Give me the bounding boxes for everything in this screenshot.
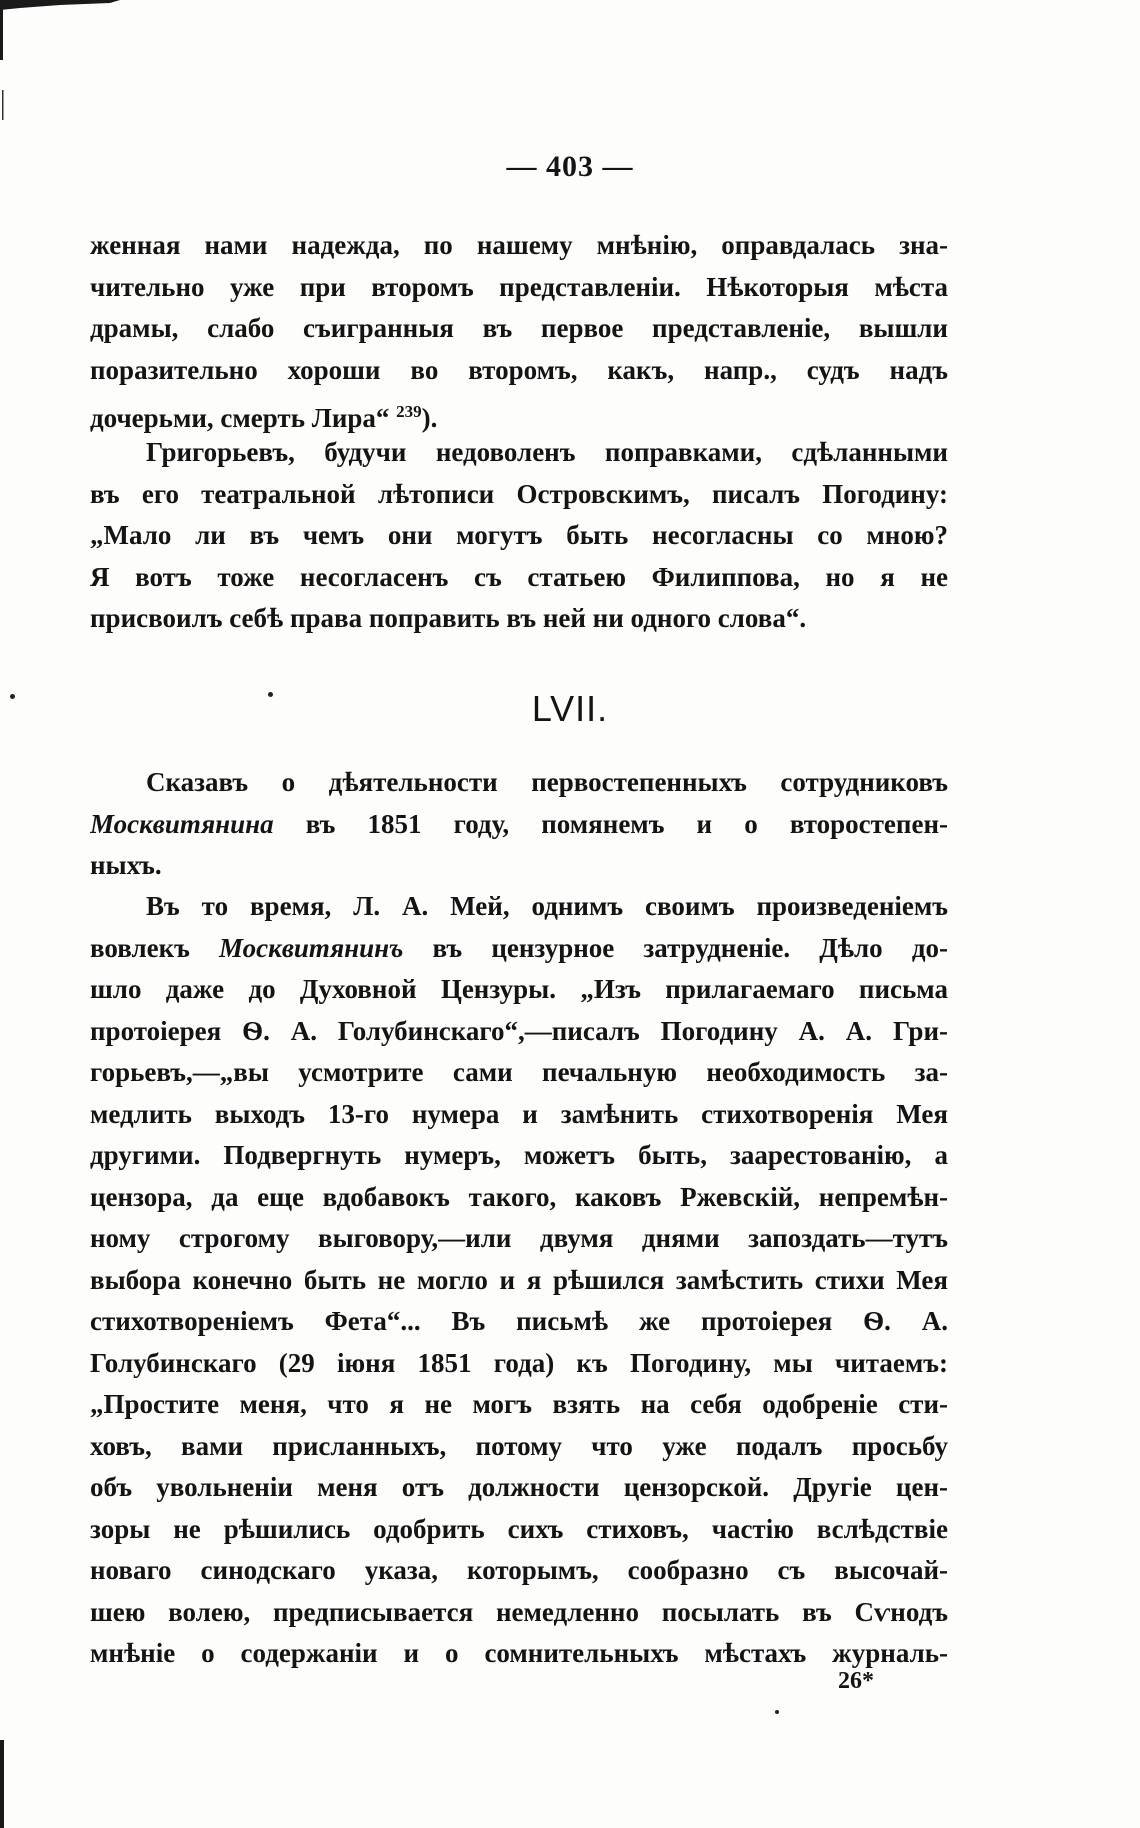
text-line: протоіерея Ѳ. А. Голубинскаго“,—писалъ Погодину А. А. Гри- bbox=[90, 1015, 948, 1046]
text-line: выбора конечно быть не могло и я рѣшился замѣстить стихи Мея bbox=[90, 1264, 948, 1295]
text-line: Григорьевъ, будучи недоволенъ поправками, сдѣланными bbox=[146, 437, 948, 467]
text-line: Въ то время, Л. А. Мей, однимъ своимъ произведеніемъ bbox=[146, 891, 948, 921]
text-line bbox=[90, 804, 948, 846]
text-line: Голубинскаго (29 іюня 1851 года) къ Погодину, мы читаемъ: bbox=[90, 1347, 948, 1378]
text-run: дочерьми, смерть Лира“ bbox=[90, 403, 397, 433]
paragraph-continued bbox=[90, 225, 948, 433]
text-line: „Простите меня, что я не могъ взять на себя одобреніе сти- bbox=[90, 1389, 948, 1419]
text-line: Я вотъ тоже несогласенъ съ статьею Филиппова, но я не bbox=[90, 561, 948, 592]
text-line: стихотвореніемъ Фета“... Въ письмѣ же протоіерея Ѳ. А. bbox=[90, 1306, 948, 1336]
text-line: горьевъ,—„вы усмотрите сами печальную необходимость за- bbox=[90, 1057, 948, 1087]
signature-mark: 26* bbox=[838, 1668, 874, 1694]
scan-edge-top bbox=[0, 0, 120, 10]
text-line bbox=[90, 928, 948, 970]
page-number: — 403 — bbox=[506, 150, 634, 183]
text-line: другими. Подвергнуть нумеръ, можетъ быть, заарестованію, а bbox=[90, 1140, 948, 1170]
chapter-heading: LVII. bbox=[531, 688, 609, 729]
ink-speck bbox=[775, 1710, 779, 1714]
text-line: шею волею, предписывается немедленно посылать въ Сѵнодъ bbox=[90, 1596, 948, 1627]
text-line: ныхъ. bbox=[90, 850, 162, 880]
text-line: драмы, слабо съигранныя въ первое представленіе, вышли bbox=[90, 313, 948, 343]
text-run: въ цензурное затрудненіе. Дѣло до- bbox=[403, 932, 948, 963]
paragraph bbox=[90, 432, 948, 640]
text-line: мнѣніе о содержаніи и о сомнительныхъ мѣстахъ журналь- bbox=[90, 1638, 948, 1668]
text-line: ховъ, вами присланныхъ, потому что уже подалъ просьбу bbox=[90, 1430, 948, 1461]
text-line: шло даже до Духовной Цензуры. „Изъ прилагаемаго письма bbox=[90, 974, 948, 1004]
text-run: ). bbox=[421, 403, 438, 433]
scan-edge-left bbox=[0, 0, 12, 1828]
paragraph bbox=[90, 886, 948, 1675]
journal-title: Москвитянинъ bbox=[219, 932, 404, 963]
text-line: Сказавъ о дѣятельности первостепенныхъ сотрудниковъ bbox=[146, 767, 948, 797]
text-run: вовлекъ bbox=[90, 932, 220, 963]
text-line: поразительно хороши во второмъ, какъ, напр., судъ надъ bbox=[90, 354, 948, 385]
text-line: цензора, да еще вдобавокъ такого, каковъ Ржевскій, непремѣн- bbox=[90, 1181, 948, 1212]
text-line: чительно уже при второмъ представленіи. Нѣкоторыя мѣста bbox=[90, 271, 948, 302]
text-line bbox=[90, 391, 948, 433]
text-line: женная нами надежда, по нашему мнѣнію, оправдалась зна- bbox=[90, 230, 948, 260]
text-line: зоры не рѣшились одобрить сихъ стиховъ, частію вслѣдствіе bbox=[90, 1513, 948, 1544]
text-line: присвоилъ себѣ права поправить въ ней ни одного слова“. bbox=[90, 603, 807, 633]
paragraph bbox=[90, 762, 948, 887]
text-line: объ увольненіи меня отъ должности цензорской. Другіе цен- bbox=[90, 1472, 948, 1502]
footnote-ref: 239 bbox=[396, 402, 422, 421]
text-line: „Мало ли въ чемъ они могутъ быть несогласны со мною? bbox=[90, 520, 948, 550]
journal-title: Москвитянина bbox=[90, 808, 274, 839]
text-line: въ его театральной лѣтописи Островскимъ, писалъ Погодину: bbox=[90, 478, 948, 509]
text-line: ному строгому выговору,—или двумя днями запоздать—тутъ bbox=[90, 1223, 948, 1253]
text-line: медлить выходъ 13-го нумера и замѣнить стихотворенія Мея bbox=[90, 1098, 948, 1129]
text-line: новаго синодскаго указа, которымъ, сообразно съ высочай- bbox=[90, 1555, 948, 1585]
text-run: въ 1851 году, помянемъ и о второстепен- bbox=[273, 808, 948, 839]
